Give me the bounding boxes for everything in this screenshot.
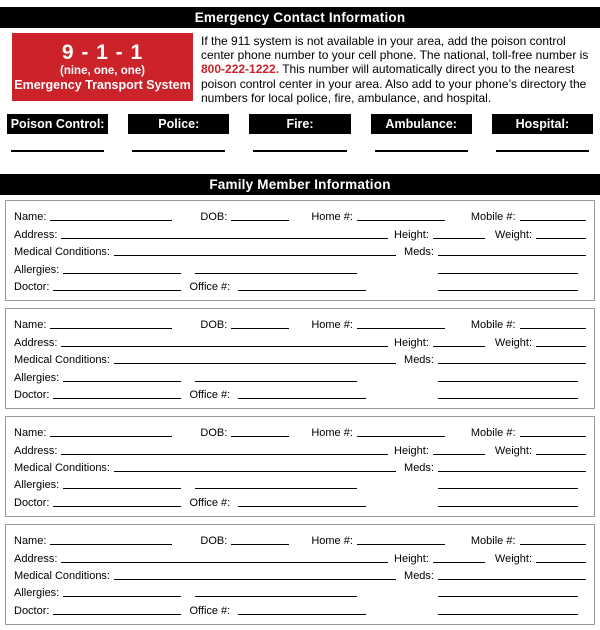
instructions-text-after: This number will automatically direct you to the nearest poison control center in your area. Also add to your phone’s directory the numbers for local police, fire, ambulance, and hospital. [201, 62, 587, 105]
member-row-address [14, 548, 586, 565]
medical-conditions-label: Medical Conditions: [14, 246, 110, 259]
address-label: Address: [14, 552, 58, 565]
allergies-label: Allergies: [14, 263, 60, 276]
office-phone-label: Office #: [189, 388, 231, 401]
mobile-phone-label: Mobile #: [470, 211, 516, 224]
allergies-blank-line [63, 488, 181, 489]
height-blank-line [433, 238, 485, 239]
page-title: Emergency Contact Information [0, 7, 600, 28]
meds-continuation-line-1 [438, 273, 578, 274]
meds-continuation-line-2 [438, 290, 578, 291]
meds-blank-line [438, 255, 586, 256]
weight-label: Weight: [494, 228, 532, 241]
doctor-blank-line [53, 398, 181, 399]
contact-label-poison-control: Poison Control: [7, 114, 108, 134]
family-member-block [5, 308, 595, 409]
allergies-continuation-line [195, 488, 357, 489]
dob-label: DOB: [200, 427, 228, 440]
medical-conditions-label: Medical Conditions: [14, 570, 110, 583]
member-row-doctor [14, 492, 586, 509]
allergies-continuation-line [195, 273, 357, 274]
mobile-phone-label: Mobile #: [470, 535, 516, 548]
home-phone-label: Home #: [311, 211, 353, 224]
height-label: Height: [394, 552, 429, 565]
dob-label: DOB: [200, 319, 228, 332]
ambulance-blank-line [375, 150, 468, 152]
office-phone-label: Office #: [189, 280, 231, 293]
member-row-medical [14, 242, 586, 259]
home-phone-label: Home #: [311, 535, 353, 548]
address-label: Address: [14, 228, 58, 241]
meds-label: Meds: [404, 570, 434, 583]
member-row-name [14, 315, 586, 332]
meds-continuation-line-1 [438, 596, 578, 597]
name-label: Name: [14, 535, 47, 548]
member-row-medical [14, 350, 586, 367]
office-phone-label: Office #: [189, 604, 231, 617]
weight-label: Weight: [494, 552, 532, 565]
meds-continuation-line-1 [438, 381, 578, 382]
name-label: Name: [14, 211, 47, 224]
doctor-label: Doctor: [14, 496, 50, 509]
doctor-blank-line [53, 290, 181, 291]
home-phone-blank-line [357, 544, 445, 545]
height-blank-line [433, 562, 485, 563]
emergency-911-box [12, 33, 193, 101]
poison-control-phone-number: 800-222-1222. [201, 62, 280, 77]
member-row-address [14, 440, 586, 457]
police-blank-line [132, 150, 225, 152]
office-phone-blank-line [238, 290, 366, 291]
member-row-name [14, 207, 586, 224]
meds-label: Meds: [404, 462, 434, 475]
nine-one-one-number: 9 - 1 - 1 [61, 41, 144, 64]
name-label: Name: [14, 319, 47, 332]
name-blank-line [50, 436, 172, 437]
address-label: Address: [14, 444, 58, 457]
doctor-blank-line [53, 614, 181, 615]
meds-blank-line [438, 579, 586, 580]
home-phone-blank-line [357, 220, 445, 221]
contact-blank-line-row [7, 150, 593, 152]
dob-blank-line [231, 220, 289, 221]
member-row-address [14, 332, 586, 349]
home-phone-label: Home #: [311, 319, 353, 332]
name-label: Name: [14, 427, 47, 440]
medical-conditions-blank-line [114, 579, 396, 580]
height-blank-line [433, 454, 485, 455]
medical-conditions-label: Medical Conditions: [14, 462, 110, 475]
meds-continuation-line-2 [438, 614, 578, 615]
member-row-doctor [14, 385, 586, 402]
office-phone-label: Office #: [189, 496, 231, 509]
home-phone-blank-line [357, 328, 445, 329]
family-section-title: Family Member Information [0, 174, 600, 195]
mobile-phone-blank-line [520, 544, 586, 545]
mobile-phone-blank-line [520, 220, 586, 221]
weight-label: Weight: [494, 336, 532, 349]
weight-blank-line [536, 454, 586, 455]
poison-control-instructions [201, 33, 592, 105]
doctor-label: Doctor: [14, 280, 50, 293]
height-label: Height: [394, 336, 429, 349]
member-row-address [14, 224, 586, 241]
weight-blank-line [536, 562, 586, 563]
meds-blank-line [438, 471, 586, 472]
allergies-blank-line [63, 381, 181, 382]
dob-blank-line [231, 544, 289, 545]
medical-conditions-blank-line [114, 255, 396, 256]
allergies-blank-line [63, 273, 181, 274]
dob-blank-line [231, 436, 289, 437]
allergies-continuation-line [195, 381, 357, 382]
member-row-allergies [14, 259, 586, 276]
dob-blank-line [231, 328, 289, 329]
allergies-label: Allergies: [14, 587, 60, 600]
doctor-blank-line [53, 506, 181, 507]
intro-section [12, 33, 592, 105]
member-row-allergies [14, 583, 586, 600]
family-member-blocks [5, 200, 595, 625]
meds-label: Meds: [404, 354, 434, 367]
allergies-blank-line [63, 596, 181, 597]
medical-conditions-blank-line [114, 363, 396, 364]
member-row-medical [14, 566, 586, 583]
height-label: Height: [394, 228, 429, 241]
address-blank-line [61, 238, 388, 239]
medical-conditions-blank-line [114, 471, 396, 472]
office-phone-blank-line [238, 614, 366, 615]
medical-conditions-label: Medical Conditions: [14, 354, 110, 367]
member-row-name [14, 423, 586, 440]
home-phone-label: Home #: [311, 427, 353, 440]
meds-blank-line [438, 363, 586, 364]
meds-continuation-line-2 [438, 398, 578, 399]
mobile-phone-blank-line [520, 328, 586, 329]
meds-continuation-line-2 [438, 506, 578, 507]
dob-label: DOB: [200, 535, 228, 548]
weight-label: Weight: [494, 444, 532, 457]
contact-label-ambulance: Ambulance: [371, 114, 472, 134]
office-phone-blank-line [238, 506, 366, 507]
member-row-allergies [14, 475, 586, 492]
member-row-allergies [14, 367, 586, 384]
home-phone-blank-line [357, 436, 445, 437]
meds-label: Meds: [404, 246, 434, 259]
contact-label-fire: Fire: [249, 114, 350, 134]
address-blank-line [61, 562, 388, 563]
weight-blank-line [536, 346, 586, 347]
mobile-phone-label: Mobile #: [470, 319, 516, 332]
mobile-phone-blank-line [520, 436, 586, 437]
meds-continuation-line-1 [438, 488, 578, 489]
height-blank-line [433, 346, 485, 347]
emergency-transport-system-label: Emergency Transport System [14, 78, 191, 92]
instructions-text-before: If the 911 system is not available in your area, add the poison control center phone number to your cell phone. The national, toll-free number is [201, 34, 589, 63]
height-label: Height: [394, 444, 429, 457]
allergies-continuation-line [195, 596, 357, 597]
office-phone-blank-line [238, 398, 366, 399]
doctor-label: Doctor: [14, 388, 50, 401]
contact-label-row [7, 114, 593, 134]
address-blank-line [61, 346, 388, 347]
member-row-medical [14, 458, 586, 475]
doctor-label: Doctor: [14, 604, 50, 617]
family-member-block [5, 524, 595, 625]
nine-one-one-words: (nine, one, one) [60, 65, 145, 77]
hospital-blank-line [496, 150, 589, 152]
address-label: Address: [14, 336, 58, 349]
member-row-doctor [14, 600, 586, 617]
allergies-label: Allergies: [14, 371, 60, 384]
family-member-block [5, 416, 595, 517]
member-row-doctor [14, 277, 586, 294]
address-blank-line [61, 454, 388, 455]
mobile-phone-label: Mobile #: [470, 427, 516, 440]
allergies-label: Allergies: [14, 479, 60, 492]
weight-blank-line [536, 238, 586, 239]
poison-control-blank-line [11, 150, 104, 152]
contact-label-police: Police: [128, 114, 229, 134]
contact-label-hospital: Hospital: [492, 114, 593, 134]
family-member-block [5, 200, 595, 301]
fire-blank-line [253, 150, 346, 152]
name-blank-line [50, 544, 172, 545]
name-blank-line [50, 328, 172, 329]
name-blank-line [50, 220, 172, 221]
member-row-name [14, 531, 586, 548]
dob-label: DOB: [200, 211, 228, 224]
